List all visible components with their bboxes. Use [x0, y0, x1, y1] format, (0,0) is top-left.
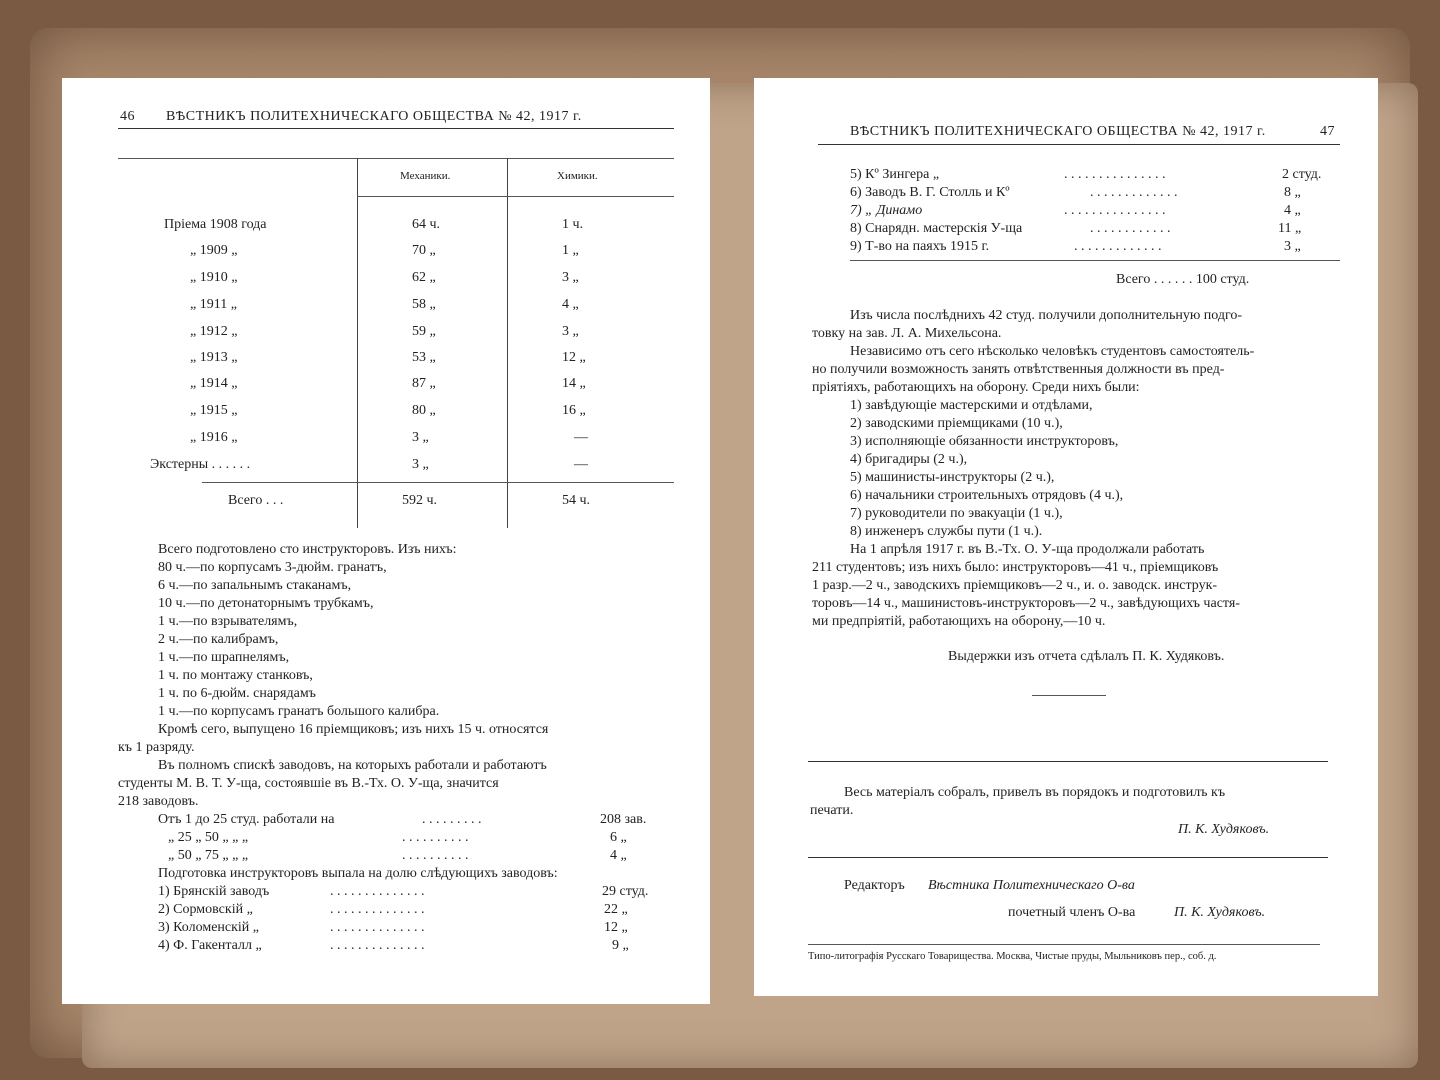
plant-label: 6) Заводъ В. Г. Столль и Кº: [850, 185, 1010, 200]
imprint-rule: [808, 944, 1320, 945]
plant-value: 29 студ.: [602, 884, 649, 899]
table-total-rule: [202, 482, 674, 483]
row-label: Пріема 1908 года: [164, 217, 267, 232]
plant-dots: . . . . . . . . . . . . . . .: [1064, 167, 1166, 182]
table-row: [62, 402, 662, 428]
plant-value: 22 „: [604, 902, 628, 917]
plant-dots: . . . . . . . . . . . . . . .: [1064, 203, 1166, 218]
range-label: „ 25 „ 50 „ „ „: [168, 830, 249, 845]
row-label: „ 1915 „: [190, 403, 238, 418]
editor-line2-prefix: почетный членъ О-ва: [1008, 905, 1136, 920]
plant-label: 1) Брянскій заводъ: [158, 884, 270, 899]
plant-dots: . . . . . . . . . . . . . .: [330, 902, 425, 917]
imprint: Типо-литографія Русскаго Товарищества. Москва, Чистые пруды, Мыльниковъ пер., соб. д.: [808, 951, 1217, 962]
editor-label: Редакторъ: [844, 878, 905, 893]
row-label: „ 1916 „: [190, 430, 238, 445]
text-line: 218 заводовъ.: [118, 794, 199, 809]
row-chem: 3 „: [562, 270, 579, 285]
plant-value: 11 „: [1278, 221, 1302, 236]
table-top-rule: [118, 158, 674, 159]
list-item: 8) инженеръ службы пути (1 ч.).: [850, 524, 1043, 539]
row-mech: 3 „: [412, 430, 429, 445]
text-line: но получили возможность занять отвѣтственныя должности въ пред-: [812, 362, 1225, 377]
text-line: 1 ч.—по корпусамъ гранатъ большого калибра.: [158, 704, 440, 719]
range-dots: . . . . . . . . . .: [402, 830, 469, 845]
table-row: [62, 456, 662, 482]
text-line: торовъ—14 ч., машинистовъ-инструкторовъ—2 ч., завѣдующихъ частя-: [812, 596, 1240, 611]
left-page: [62, 78, 710, 1004]
range-value: 4 „: [610, 848, 627, 863]
row-mech: 70 „: [412, 243, 436, 258]
range-label: „ 50 „ 75 „ „ „: [168, 848, 249, 863]
range-value: 208 зав.: [600, 812, 647, 827]
row-mech: 62 „: [412, 270, 436, 285]
table-header-rule: [357, 196, 674, 197]
plant-label: 2) Сормовскій „: [158, 902, 253, 917]
row-chem: 12 „: [562, 350, 586, 365]
table-row: [62, 429, 662, 455]
plants-total-rule: [850, 260, 1340, 261]
text-line: Всего подготовлено сто инструкторовъ. Изъ нихъ:: [158, 542, 457, 557]
plants-intro: Подготовка инструкторовъ выпала на долю слѣдующихъ заводовъ:: [158, 866, 558, 881]
text-line: 1 ч. по монтажу станковъ,: [158, 668, 313, 683]
right-page: [754, 78, 1378, 996]
plant-value: 4 „: [1284, 203, 1301, 218]
list-item: 2) заводскими пріемщиками (10 ч.),: [850, 416, 1063, 431]
text-line: печати.: [810, 803, 854, 818]
range-value: 6 „: [610, 830, 627, 845]
text-line: 6 ч.—по запальнымъ стаканамъ,: [158, 578, 352, 593]
text-line: Независимо отъ сего нѣсколько человѣкъ студентовъ самостоятель-: [850, 344, 1255, 359]
text-line: 1 ч. по 6-дюйм. снарядамъ: [158, 686, 316, 701]
plant-value: 12 „: [604, 920, 628, 935]
section-rule: [808, 761, 1328, 762]
col-header-mechanics: Механики.: [400, 170, 451, 182]
extract-note: Выдержки изъ отчета сдѣлалъ П. К. Худяковъ.: [948, 649, 1225, 664]
plant-value: 2 студ.: [1282, 167, 1322, 182]
text-line: товку на зав. Л. А. Михельсона.: [812, 326, 1002, 341]
row-mech: 64 ч.: [412, 217, 441, 232]
list-item: 5) машинисты-инструкторы (2 ч.),: [850, 470, 1055, 485]
plant-value: 9 „: [612, 938, 629, 953]
plant-label: 4) Ф. Гакенталл „: [158, 938, 262, 953]
text-line: пріятіяхъ, работающихъ на оборону. Среди нихъ были:: [812, 380, 1140, 395]
editor-title: Вѣстника Политехническаго О-ва: [928, 878, 1135, 893]
signature: П. К. Худяковъ.: [1178, 822, 1270, 837]
text-line: Въ полномъ спискѣ заводовъ, на которыхъ работали и работаютъ: [158, 758, 547, 773]
range-dots: . . . . . . . . . .: [402, 848, 469, 863]
plant-label: 8) Снарядн. мастерскія У-ща: [850, 221, 1023, 236]
plants-total: Всего . . . . . . 100 студ.: [1116, 272, 1250, 287]
total-mech: 592 ч.: [402, 493, 438, 508]
text-line: Кромѣ сего, выпущено 16 пріемщиковъ; изъ нихъ 15 ч. относятся: [158, 722, 549, 737]
section-rule: [808, 857, 1328, 858]
text-line: Изъ числа послѣднихъ 42 студ. получили дополнительную подго-: [850, 308, 1243, 323]
total-label: Всего . . .: [228, 493, 284, 508]
plant-dots: . . . . . . . . . . . .: [1090, 221, 1171, 236]
row-mech: 53 „: [412, 350, 436, 365]
total-chem: 54 ч.: [562, 493, 591, 508]
text-line: На 1 апрѣля 1917 г. въ В.-Тх. О. У-ща продолжали работать: [850, 542, 1205, 557]
row-mech: 59 „: [412, 324, 436, 339]
row-mech: 58 „: [412, 297, 436, 312]
plant-dots: . . . . . . . . . . . . . .: [330, 884, 425, 899]
list-item: 6) начальники строительныхъ отрядовъ (4 ч.),: [850, 488, 1124, 503]
row-label: „ 1911 „: [190, 297, 237, 312]
table-row: [62, 323, 662, 349]
table-total-row: [62, 492, 662, 518]
text-line: 1 ч.—по взрывателямъ,: [158, 614, 298, 629]
left-page-header-title: ВѢСТНИКЪ ПОЛИТЕХНИЧЕСКАГО ОБЩЕСТВА № 42, 1917 г.: [166, 109, 582, 124]
right-page-header-title: ВѢСТНИКЪ ПОЛИТЕХНИЧЕСКАГО ОБЩЕСТВА № 42, 1917 г.: [850, 124, 1266, 139]
table-row: [62, 296, 662, 322]
table-row: [62, 349, 662, 375]
row-chem: 1 „: [562, 243, 579, 258]
list-item: 1) завѣдующіе мастерскими и отдѣлами,: [850, 398, 1093, 413]
row-chem: 4 „: [562, 297, 579, 312]
col-header-chemists: Химики.: [557, 170, 598, 182]
list-item: 4) бригадиры (2 ч.),: [850, 452, 968, 467]
editor-name: П. К. Худяковъ.: [1174, 905, 1266, 920]
row-mech: 87 „: [412, 376, 436, 391]
table-row: [62, 216, 662, 242]
text-line: къ 1 разряду.: [118, 740, 195, 755]
row-mech: 80 „: [412, 403, 436, 418]
row-chem: 16 „: [562, 403, 586, 418]
row-label: „ 1912 „: [190, 324, 238, 339]
table-row: [62, 242, 662, 268]
plant-dots: . . . . . . . . . . . . .: [1090, 185, 1178, 200]
list-item: 3) исполняющіе обязанности инструкторовъ,: [850, 434, 1119, 449]
plant-value: 8 „: [1284, 185, 1301, 200]
row-chem: 14 „: [562, 376, 586, 391]
table-row: [62, 269, 662, 295]
plant-dots: . . . . . . . . . . . . .: [1074, 239, 1162, 254]
row-chem: —: [574, 430, 588, 445]
table-row: [62, 375, 662, 401]
text-line: 10 ч.—по детонаторнымъ трубкамъ,: [158, 596, 374, 611]
row-label: „ 1909 „: [190, 243, 238, 258]
text-line: 2 ч.—по калибрамъ,: [158, 632, 279, 647]
text-line: 1 ч.—по шрапнелямъ,: [158, 650, 290, 665]
row-label: „ 1910 „: [190, 270, 238, 285]
row-label: „ 1913 „: [190, 350, 238, 365]
text-line: студенты М. В. Т. У-ща, состоявшіе въ В.-Тх. О. У-ща, значится: [118, 776, 499, 791]
plant-label: 7) „ Динамо: [850, 203, 923, 218]
text-line: 1 разр.—2 ч., заводскихъ пріемщиковъ—2 ч., и. о. заводск. инструк-: [812, 578, 1218, 593]
text-line: 80 ч.—по корпусамъ 3-дюйм. гранатъ,: [158, 560, 387, 575]
text-line: ми предпріятій, работающихъ на оборону,—10 ч.: [812, 614, 1106, 629]
row-chem: —: [574, 457, 588, 472]
range-dots: . . . . . . . . .: [422, 812, 482, 827]
right-page-number: 47: [1320, 124, 1335, 139]
text-line: Весь матеріалъ собралъ, привелъ въ порядокъ и подготовилъ къ: [844, 785, 1226, 800]
row-mech: 3 „: [412, 457, 429, 472]
short-divider: [1032, 695, 1106, 696]
plant-dots: . . . . . . . . . . . . . .: [330, 920, 425, 935]
row-chem: 1 ч.: [562, 217, 584, 232]
header-rule: [118, 128, 674, 129]
row-label: „ 1914 „: [190, 376, 238, 391]
plant-value: 3 „: [1284, 239, 1301, 254]
text-line: 211 студентовъ; изъ нихъ было: инструкторовъ—41 ч., пріемщиковъ: [812, 560, 1219, 575]
plant-dots: . . . . . . . . . . . . . .: [330, 938, 425, 953]
row-chem: 3 „: [562, 324, 579, 339]
row-label: Экстерны . . . . . .: [150, 457, 251, 472]
left-page-number: 46: [120, 109, 135, 124]
list-item: 7) руководители по эвакуаціи (1 ч.),: [850, 506, 1063, 521]
range-label: Отъ 1 до 25 студ. работали на: [158, 812, 335, 827]
plant-label: 9) Т-во на паяхъ 1915 г.: [850, 239, 990, 254]
plant-label: 5) Кº Зингера „: [850, 167, 940, 182]
header-rule: [818, 144, 1340, 145]
plant-label: 3) Коломенскій „: [158, 920, 260, 935]
